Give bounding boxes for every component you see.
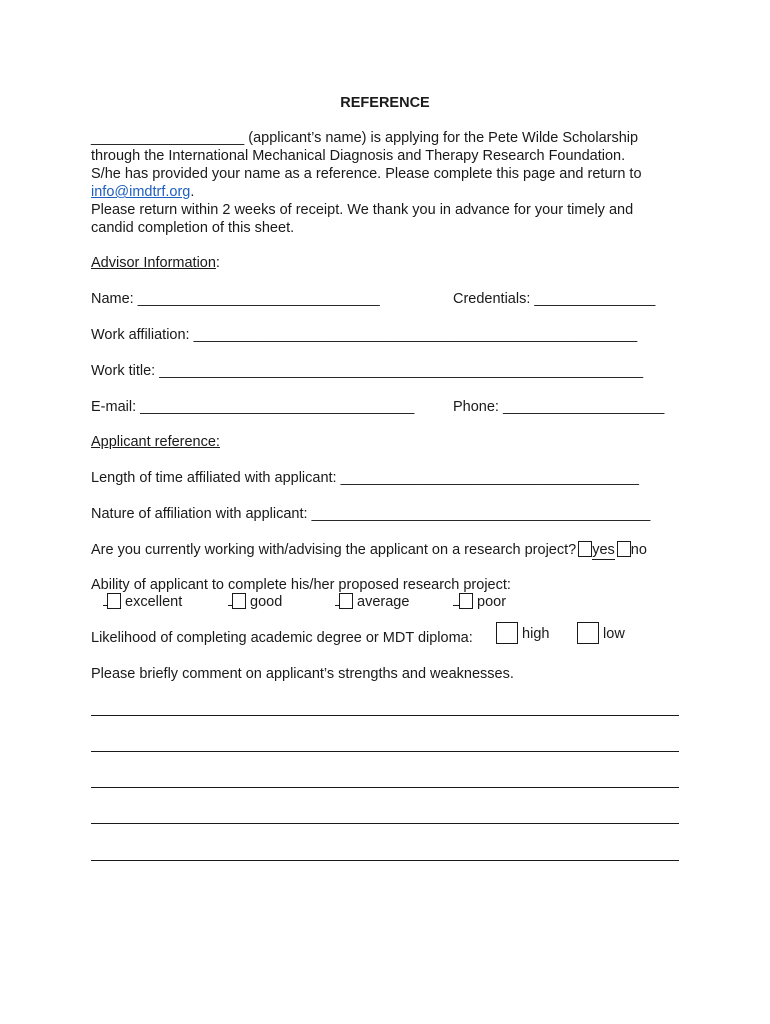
average-label: average xyxy=(357,594,410,610)
likelihood-low xyxy=(577,622,625,644)
no-checkbox[interactable] xyxy=(617,541,631,557)
work-title-field[interactable]: Work title: ____________________________________________________________ xyxy=(91,363,644,379)
intro-line-4 xyxy=(91,183,691,201)
yes-label: yes xyxy=(592,542,615,558)
comment-line-2[interactable] xyxy=(91,751,679,752)
email-period: . xyxy=(190,184,195,200)
poor-checkbox[interactable] xyxy=(459,593,473,609)
intro-paragraph xyxy=(91,129,691,237)
poor-label: poor xyxy=(477,594,507,610)
high-label: high xyxy=(522,626,550,642)
form-title: REFERENCE xyxy=(340,95,430,111)
low-checkbox[interactable] xyxy=(577,622,599,644)
advisor-heading-colon: : xyxy=(215,255,220,271)
nature-affiliation-field[interactable]: Nature of affiliation with applicant: __________________________________________ xyxy=(91,506,651,522)
name-field[interactable]: Name: ______________________________ xyxy=(91,291,380,307)
ability-question: Ability of applicant to complete his/her proposed research project: xyxy=(91,577,511,593)
applicant-name-blank[interactable]: ___________________ xyxy=(91,130,245,146)
intro-line-3: S/he has provided your name as a reference. Please complete this page and return to xyxy=(91,166,642,182)
advisor-heading xyxy=(91,254,220,272)
comment-line-5[interactable] xyxy=(91,860,679,861)
likelihood-high xyxy=(496,622,549,644)
high-checkbox[interactable] xyxy=(496,622,518,644)
phone-field[interactable]: Phone: ____________________ xyxy=(453,399,665,415)
intro-line-5: Please return within 2 weeks of receipt. We thank you in advance for your timely and xyxy=(91,202,634,218)
applicant-heading: Applicant reference: xyxy=(91,434,220,450)
good-checkbox[interactable] xyxy=(232,593,246,609)
email-field[interactable]: E-mail: __________________________________ xyxy=(91,399,415,415)
no-label: no xyxy=(630,542,647,558)
excellent-label: excellent xyxy=(125,594,183,610)
research-question xyxy=(91,541,647,560)
length-affiliated-field[interactable]: Length of time affiliated with applicant: _____________________________________ xyxy=(91,470,639,486)
research-question-text: Are you currently working with/advising the applicant on a research project? xyxy=(91,542,577,558)
advisor-heading-text: Advisor Information xyxy=(91,255,216,271)
intro-line-1 xyxy=(91,129,691,147)
average-checkbox[interactable] xyxy=(339,593,353,609)
ability-options xyxy=(103,593,182,611)
credentials-field[interactable]: Credentials: _______________ xyxy=(453,291,656,307)
comment-line-1[interactable] xyxy=(91,715,679,716)
comment-prompt: Please briefly comment on applicant’s strengths and weaknesses. xyxy=(91,666,514,682)
intro-line-1-text: (applicant’s name) is applying for the Pete Wilde Scholarship xyxy=(244,130,639,146)
work-affiliation-field[interactable]: Work affiliation: _______________________________________________________ xyxy=(91,327,638,343)
ability-average xyxy=(335,593,409,611)
ability-poor xyxy=(453,593,506,611)
email-link[interactable]: info@imdtrf.org xyxy=(91,184,191,200)
comment-line-3[interactable] xyxy=(91,787,679,788)
comment-line-4[interactable] xyxy=(91,823,679,824)
excellent-checkbox[interactable] xyxy=(107,593,121,609)
likelihood-question: Likelihood of completing academic degree or MDT diploma: xyxy=(91,630,473,646)
intro-line-6: candid completion of this sheet. xyxy=(91,220,295,236)
ability-good xyxy=(228,593,282,611)
intro-line-2: through the International Mechanical Diagnosis and Therapy Research Foundation. xyxy=(91,148,626,164)
yes-checkbox[interactable] xyxy=(578,541,592,557)
low-label: low xyxy=(603,626,625,642)
good-label: good xyxy=(250,594,283,610)
